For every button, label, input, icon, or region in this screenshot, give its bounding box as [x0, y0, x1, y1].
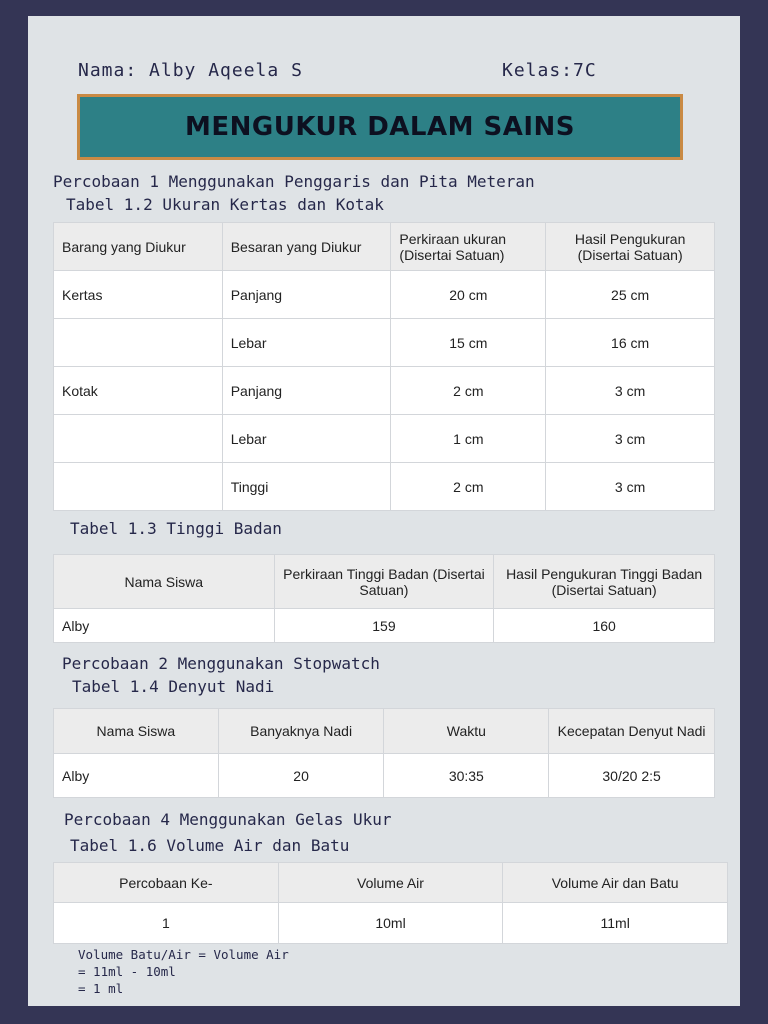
table-cell: Tinggi [222, 463, 391, 511]
header-cell: Kecepatan Denyut Nadi [549, 709, 715, 754]
table-cell: 3 cm [546, 415, 715, 463]
header-cell: Perkiraan Tinggi Badan (Disertai Satuan) [274, 555, 494, 609]
tabel13-title: Tabel 1.3 Tinggi Badan [70, 519, 282, 538]
table-header-row [54, 709, 715, 754]
table-cell: Panjang [222, 367, 391, 415]
header-cell: Barang yang Diukur [54, 223, 223, 271]
table-cell: 16 cm [546, 319, 715, 367]
table-cell: Kotak [54, 367, 223, 415]
table-cell [54, 319, 223, 367]
table-header-row [54, 555, 715, 609]
table-cell: Panjang [222, 271, 391, 319]
student-name: Nama: Alby Aqeela S [78, 60, 303, 81]
table-cell: 3 cm [546, 367, 715, 415]
table-cell: 15 cm [391, 319, 546, 367]
header-cell: Hasil Pengukuran (Disertai Satuan) [546, 223, 715, 271]
student-class: Kelas:7C [502, 60, 597, 81]
header-cell: Volume Air dan Batu [503, 863, 728, 903]
header-cell: Waktu [384, 709, 549, 754]
table-row [54, 415, 715, 463]
table-cell: 11ml [503, 903, 728, 944]
percobaan2-heading: Percobaan 2 Menggunakan Stopwatch [62, 654, 380, 673]
worksheet-page [28, 16, 740, 1006]
table-row [54, 903, 728, 944]
note-line: Volume Batu/Air = Volume Air [78, 947, 289, 962]
header-cell: Hasil Pengukuran Tinggi Badan (Disertai Satuan) [494, 555, 715, 609]
header-cell: Volume Air [278, 863, 503, 903]
tabel16-title: Tabel 1.6 Volume Air dan Batu [70, 836, 350, 855]
table-cell: 1 cm [391, 415, 546, 463]
tabel12-title: Tabel 1.2 Ukuran Kertas dan Kotak [66, 195, 384, 214]
table-cell: 160 [494, 609, 715, 643]
header-cell: Nama Siswa [54, 555, 275, 609]
table-cell: 20 cm [391, 271, 546, 319]
table-cell [54, 415, 223, 463]
table-row [54, 367, 715, 415]
note-line: = 11ml - 10ml [78, 964, 176, 979]
percobaan1-heading: Percobaan 1 Menggunakan Penggaris dan Pita Meteran [53, 172, 535, 191]
tabel12-table [53, 222, 715, 511]
tabel14-title: Tabel 1.4 Denyut Nadi [72, 677, 275, 696]
header-cell: Perkiraan ukuran (Disertai Satuan) [391, 223, 546, 271]
header-cell: Nama Siswa [54, 709, 219, 754]
table-header-row [54, 863, 728, 903]
table-row [54, 271, 715, 319]
calculation-note [78, 946, 289, 997]
note-line: = 1 ml [78, 981, 124, 996]
table-cell: 2 cm [391, 463, 546, 511]
table-cell: 30/20 2:5 [549, 754, 715, 798]
table-cell: 3 cm [546, 463, 715, 511]
percobaan4-heading: Percobaan 4 Menggunakan Gelas Ukur [64, 810, 392, 829]
table-row [54, 463, 715, 511]
header-cell: Besaran yang Diukur [222, 223, 391, 271]
table-header-row [54, 223, 715, 271]
tabel14-table [53, 708, 715, 798]
table-cell [54, 463, 223, 511]
table-cell: Alby [54, 754, 219, 798]
table-cell: Lebar [222, 415, 391, 463]
table-cell: Kertas [54, 271, 223, 319]
table-cell: 25 cm [546, 271, 715, 319]
table-cell: 159 [274, 609, 494, 643]
title-banner [77, 94, 683, 160]
table-row [54, 609, 715, 643]
table-cell: 20 [218, 754, 384, 798]
table-row [54, 319, 715, 367]
tabel16-table [53, 862, 728, 944]
table-row [54, 754, 715, 798]
page-title: MENGUKUR DALAM SAINS [184, 112, 576, 142]
table-cell: 30:35 [384, 754, 549, 798]
header-cell: Banyaknya Nadi [218, 709, 384, 754]
table-cell: 10ml [278, 903, 503, 944]
tabel13-table [53, 554, 715, 643]
header-cell: Percobaan Ke- [54, 863, 279, 903]
table-cell: Lebar [222, 319, 391, 367]
table-cell: 2 cm [391, 367, 546, 415]
table-cell: Alby [54, 609, 275, 643]
table-cell: 1 [54, 903, 279, 944]
